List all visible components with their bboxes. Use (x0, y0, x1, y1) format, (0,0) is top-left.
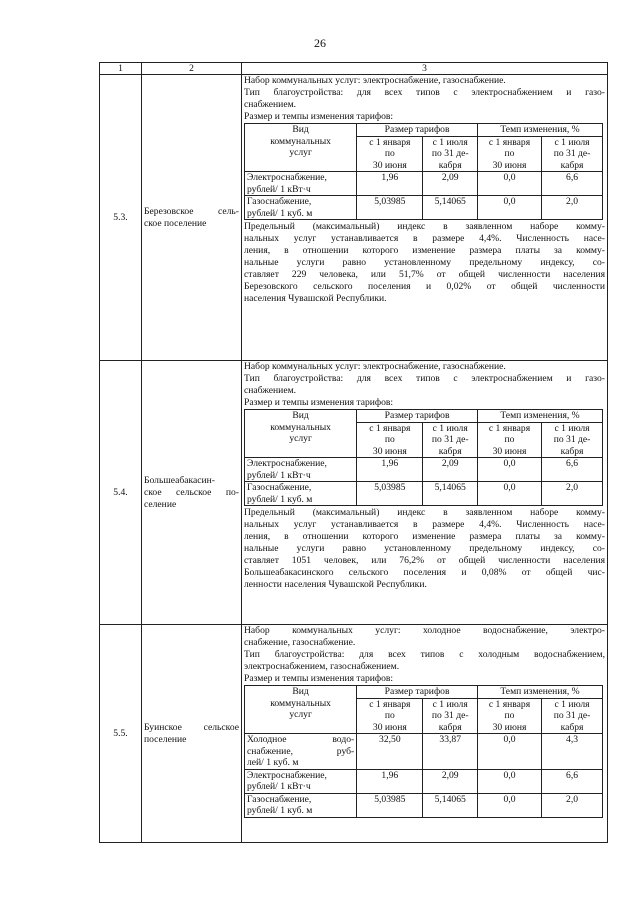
text-line: Холодное водо- (247, 734, 355, 745)
service-kind (245, 482, 357, 506)
text-line: услуг (289, 709, 312, 720)
period-h1 (357, 698, 423, 734)
col-number-2: 2 (142, 63, 242, 75)
text-line: с 1 июля (432, 698, 468, 710)
tariff-row (245, 196, 603, 220)
text-line: кабря (560, 159, 584, 171)
rate-h2: 2,0 (542, 793, 603, 817)
rate-h2: 2,0 (542, 482, 603, 506)
text-line: нальные услуги равно установленному предельному индексу, со- (244, 543, 605, 554)
text-line: с 1 января (488, 422, 531, 434)
col-number-1: 1 (100, 63, 142, 75)
tariff-row (245, 172, 603, 196)
period-h2 (542, 422, 603, 458)
tariff-h1: 5,03985 (357, 482, 423, 506)
period-h1 (477, 136, 541, 172)
rate-h2: 4,3 (542, 734, 603, 770)
service-kind (245, 196, 357, 220)
tariff-h1: 1,96 (357, 172, 423, 196)
tariff-h1: 5,03985 (357, 793, 423, 817)
rate-header: Темп изменения, % (477, 124, 602, 137)
tariff-table (99, 62, 608, 843)
rate-h1: 0,0 (477, 458, 541, 482)
page-number: 26 (314, 36, 326, 50)
text-line: коммунальных (270, 421, 331, 433)
text-line: по 31 де- (431, 434, 469, 445)
text-line: 30 июня (492, 159, 527, 171)
text-line: рублей/ 1 куб. м (247, 207, 313, 219)
summary-text (244, 507, 605, 591)
text-line: 30 июня (372, 159, 407, 171)
text-line: Газоснабжение, (247, 482, 312, 493)
rate-h2: 6,6 (542, 458, 603, 482)
rate-h2: 2,0 (542, 196, 603, 220)
text-line: электроснабжением, газоснабжением. (244, 661, 400, 672)
improvement-text (244, 87, 605, 111)
text-line: ставляет 229 человека, или 51,7% от общей численности населения (244, 269, 605, 280)
text-line: Тип благоустройства: для всех типов с электроснабжением и газо- (244, 87, 605, 98)
improvement-text (244, 649, 605, 673)
rate-h1: 0,0 (477, 482, 541, 506)
rate-h1: 0,0 (477, 734, 541, 770)
section-number: 5.4. (100, 361, 142, 625)
text-line: Предельный (максимальный) индекс в заявленном наборе комму- (244, 221, 605, 232)
text-line: Березовского сельского поселения и 0,02% от общей численности (244, 281, 605, 292)
text-line: ленности населения Чувашской Республики. (244, 579, 427, 590)
settlement-name (142, 75, 242, 361)
subtable-header (245, 410, 603, 423)
subtable-header (245, 124, 603, 137)
tariff-h1: 1,96 (357, 769, 423, 793)
text-line: населения Чувашской Республики. (244, 293, 387, 304)
text-line: 30 июня (492, 445, 527, 457)
text-line: нальных услуг устанавливается в размере 4,4%. Численность насе- (244, 233, 605, 244)
text-line: Электроснабжение, (247, 458, 327, 469)
text-line: по 31 де- (553, 434, 591, 445)
rate-h1: 0,0 (477, 196, 541, 220)
period-h1 (477, 422, 541, 458)
tariff-h1: 32,50 (357, 734, 423, 770)
text-line: с 1 января (369, 422, 411, 434)
text-line: нальных услуг устанавливается в размере 4,4%. Численность насе- (244, 519, 605, 530)
text-line: Вид (292, 410, 309, 421)
text-line: кабря (560, 445, 584, 457)
text-line: по (504, 710, 515, 721)
text-line: с 1 июля (554, 136, 590, 148)
text-line: с 1 июля (432, 422, 468, 434)
text-line: по (384, 710, 395, 721)
subtable-header (245, 686, 603, 699)
text-line: по (504, 148, 515, 159)
section-number: 5.5. (100, 625, 142, 843)
service-kind (245, 769, 357, 793)
size-header: Размер тарифов (357, 686, 478, 699)
tariff-h2: 2,09 (423, 769, 478, 793)
text-line: Вид (292, 124, 309, 135)
section-row-5-3 (100, 75, 608, 361)
text-line: ское поселение (144, 217, 207, 229)
text-line: рублей/ 1 кВт·ч (247, 183, 311, 195)
tariff-h2: 33,87 (423, 734, 478, 770)
text-line: с 1 января (488, 698, 531, 710)
settlement-name (142, 361, 242, 625)
text-line: услуг (289, 433, 312, 444)
text-line: Березовское сель- (144, 205, 239, 217)
tariff-row (245, 458, 603, 482)
period-h1 (357, 136, 423, 172)
text-line: Электроснабжение, (247, 769, 327, 781)
kind-header (245, 410, 357, 458)
text-line: снабжение, газоснабжение. (244, 637, 356, 648)
section-content (242, 625, 608, 843)
size-header: Размер тарифов (357, 124, 478, 137)
section-number: 5.3. (100, 75, 142, 361)
text-line: снабжением. (244, 99, 297, 110)
text-line: кабря (438, 445, 462, 457)
text-line: рублей/ 1 кВт·ч (247, 781, 311, 792)
tariff-row (245, 734, 603, 770)
text-line: Тип благоустройства: для всех типов с холодным водоснабжением, (244, 649, 605, 660)
tariff-subtable (244, 123, 603, 220)
text-line: по (504, 434, 515, 445)
size-header: Размер тарифов (357, 410, 478, 423)
tariff-subtable (244, 409, 603, 506)
text-line: с 1 июля (432, 136, 468, 148)
text-line: Набор коммунальных услуг: электроснабжение, газоснабжение. (244, 75, 506, 86)
service-kind (245, 172, 357, 196)
rate-h2: 6,6 (542, 769, 603, 793)
text-line: Буинское сельское (144, 721, 239, 733)
text-line: по 31 де- (431, 148, 469, 159)
tariff-h1: 1,96 (357, 458, 423, 482)
service-kind (245, 734, 357, 770)
text-line: ления, в отношении которого изменение размера платы за комму- (244, 245, 605, 256)
tariff-subtable (244, 685, 603, 818)
text-line: Электроснабжение, (247, 172, 327, 183)
text-line: рублей/ 1 куб. м (247, 805, 313, 816)
period-h2 (542, 698, 603, 734)
text-line: селение (144, 498, 177, 510)
text-line: лей/ 1 куб. м (247, 757, 299, 768)
text-line: по (384, 148, 395, 159)
text-line: нальные услуги равно установленному предельному индексу, со- (244, 257, 605, 268)
text-line: 30 июня (492, 721, 527, 733)
text-line: по (384, 434, 395, 445)
text-line: ставляет 1051 человек, или 76,2% от общей численности населения (244, 555, 605, 566)
rate-h1: 0,0 (477, 793, 541, 817)
text-line: Газоснабжение, (247, 196, 312, 207)
tariff-row (245, 482, 603, 506)
text-line: кабря (560, 721, 584, 733)
text-line: Набор коммунальных услуг: холодное водоснабжение, электро- (244, 625, 605, 636)
period-h1 (357, 422, 423, 458)
text-line: рублей/ 1 кВт·ч (247, 469, 311, 481)
tariffs-label: Размер и темпы изменения тарифов: (244, 397, 394, 408)
text-line: Набор коммунальных услуг: электроснабжение, газоснабжение. (244, 361, 506, 372)
col-number-3: 3 (242, 63, 608, 75)
text-line: ления, в отношении которого изменение размера платы за комму- (244, 531, 605, 542)
kind-header (245, 686, 357, 734)
text-line: Большеабакасин- (144, 474, 215, 486)
text-line: кабря (438, 721, 462, 733)
text-line: с 1 июля (554, 698, 590, 710)
text-line: кабря (438, 159, 462, 171)
section-row-5-5 (100, 625, 608, 843)
tariffs-label: Размер и темпы изменения тарифов: (244, 673, 394, 684)
text-line: Предельный (максимальный) индекс в заявленном наборе комму- (244, 507, 605, 518)
column-numbers-row (100, 63, 608, 75)
text-line: Вид (292, 686, 309, 697)
section-content (242, 75, 608, 361)
text-line: Тип благоустройства: для всех типов с электроснабжением и газо- (244, 373, 605, 384)
text-line: с 1 января (369, 136, 411, 148)
services-text (244, 361, 605, 373)
text-line: коммунальных (270, 697, 331, 709)
services-text (244, 75, 605, 87)
period-h2 (423, 698, 478, 734)
tariff-h2: 5,14065 (423, 482, 478, 506)
rate-header: Темп изменения, % (477, 410, 602, 423)
services-text (244, 625, 605, 649)
rate-h1: 0,0 (477, 769, 541, 793)
text-line: Большеабакасинского сельского поселения и 0,08% от общей чис- (244, 567, 605, 578)
tariffs-label: Размер и темпы изменения тарифов: (244, 111, 394, 122)
service-kind (245, 458, 357, 482)
improvement-text (244, 373, 605, 397)
text-line: ское сельское по- (144, 486, 239, 498)
kind-header (245, 124, 357, 172)
text-line: снабжение, руб- (247, 745, 355, 757)
text-line: с 1 января (488, 136, 531, 148)
section-row-5-4 (100, 361, 608, 625)
rate-h1: 0,0 (477, 172, 541, 196)
text-line: коммунальных (270, 135, 331, 147)
period-h1 (477, 698, 541, 734)
text-line: рублей/ 1 куб. м (247, 493, 313, 505)
text-line: по 31 де- (553, 148, 591, 159)
text-line: по 31 де- (431, 710, 469, 721)
service-kind (245, 793, 357, 817)
tariff-h2: 2,09 (423, 172, 478, 196)
period-h2 (423, 136, 478, 172)
text-line: с 1 января (369, 698, 411, 710)
text-line: по 31 де- (553, 710, 591, 721)
settlement-name (142, 625, 242, 843)
period-h2 (542, 136, 603, 172)
tariff-h2: 5,14065 (423, 793, 478, 817)
rate-header: Темп изменения, % (477, 686, 602, 699)
tariff-h2: 5,14065 (423, 196, 478, 220)
text-line: поселение (144, 733, 187, 745)
text-line: с 1 июля (554, 422, 590, 434)
rate-h2: 6,6 (542, 172, 603, 196)
text-line: услуг (289, 147, 312, 158)
summary-text (244, 221, 605, 305)
tariff-row (245, 793, 603, 817)
tariff-h1: 5,03985 (357, 196, 423, 220)
tariff-row (245, 769, 603, 793)
section-content (242, 361, 608, 625)
period-h2 (423, 422, 478, 458)
text-line: 30 июня (372, 445, 407, 457)
text-line: снабжением. (244, 385, 297, 396)
text-line: 30 июня (372, 721, 407, 733)
text-line: Газоснабжение, (247, 793, 312, 805)
tariff-h2: 2,09 (423, 458, 478, 482)
